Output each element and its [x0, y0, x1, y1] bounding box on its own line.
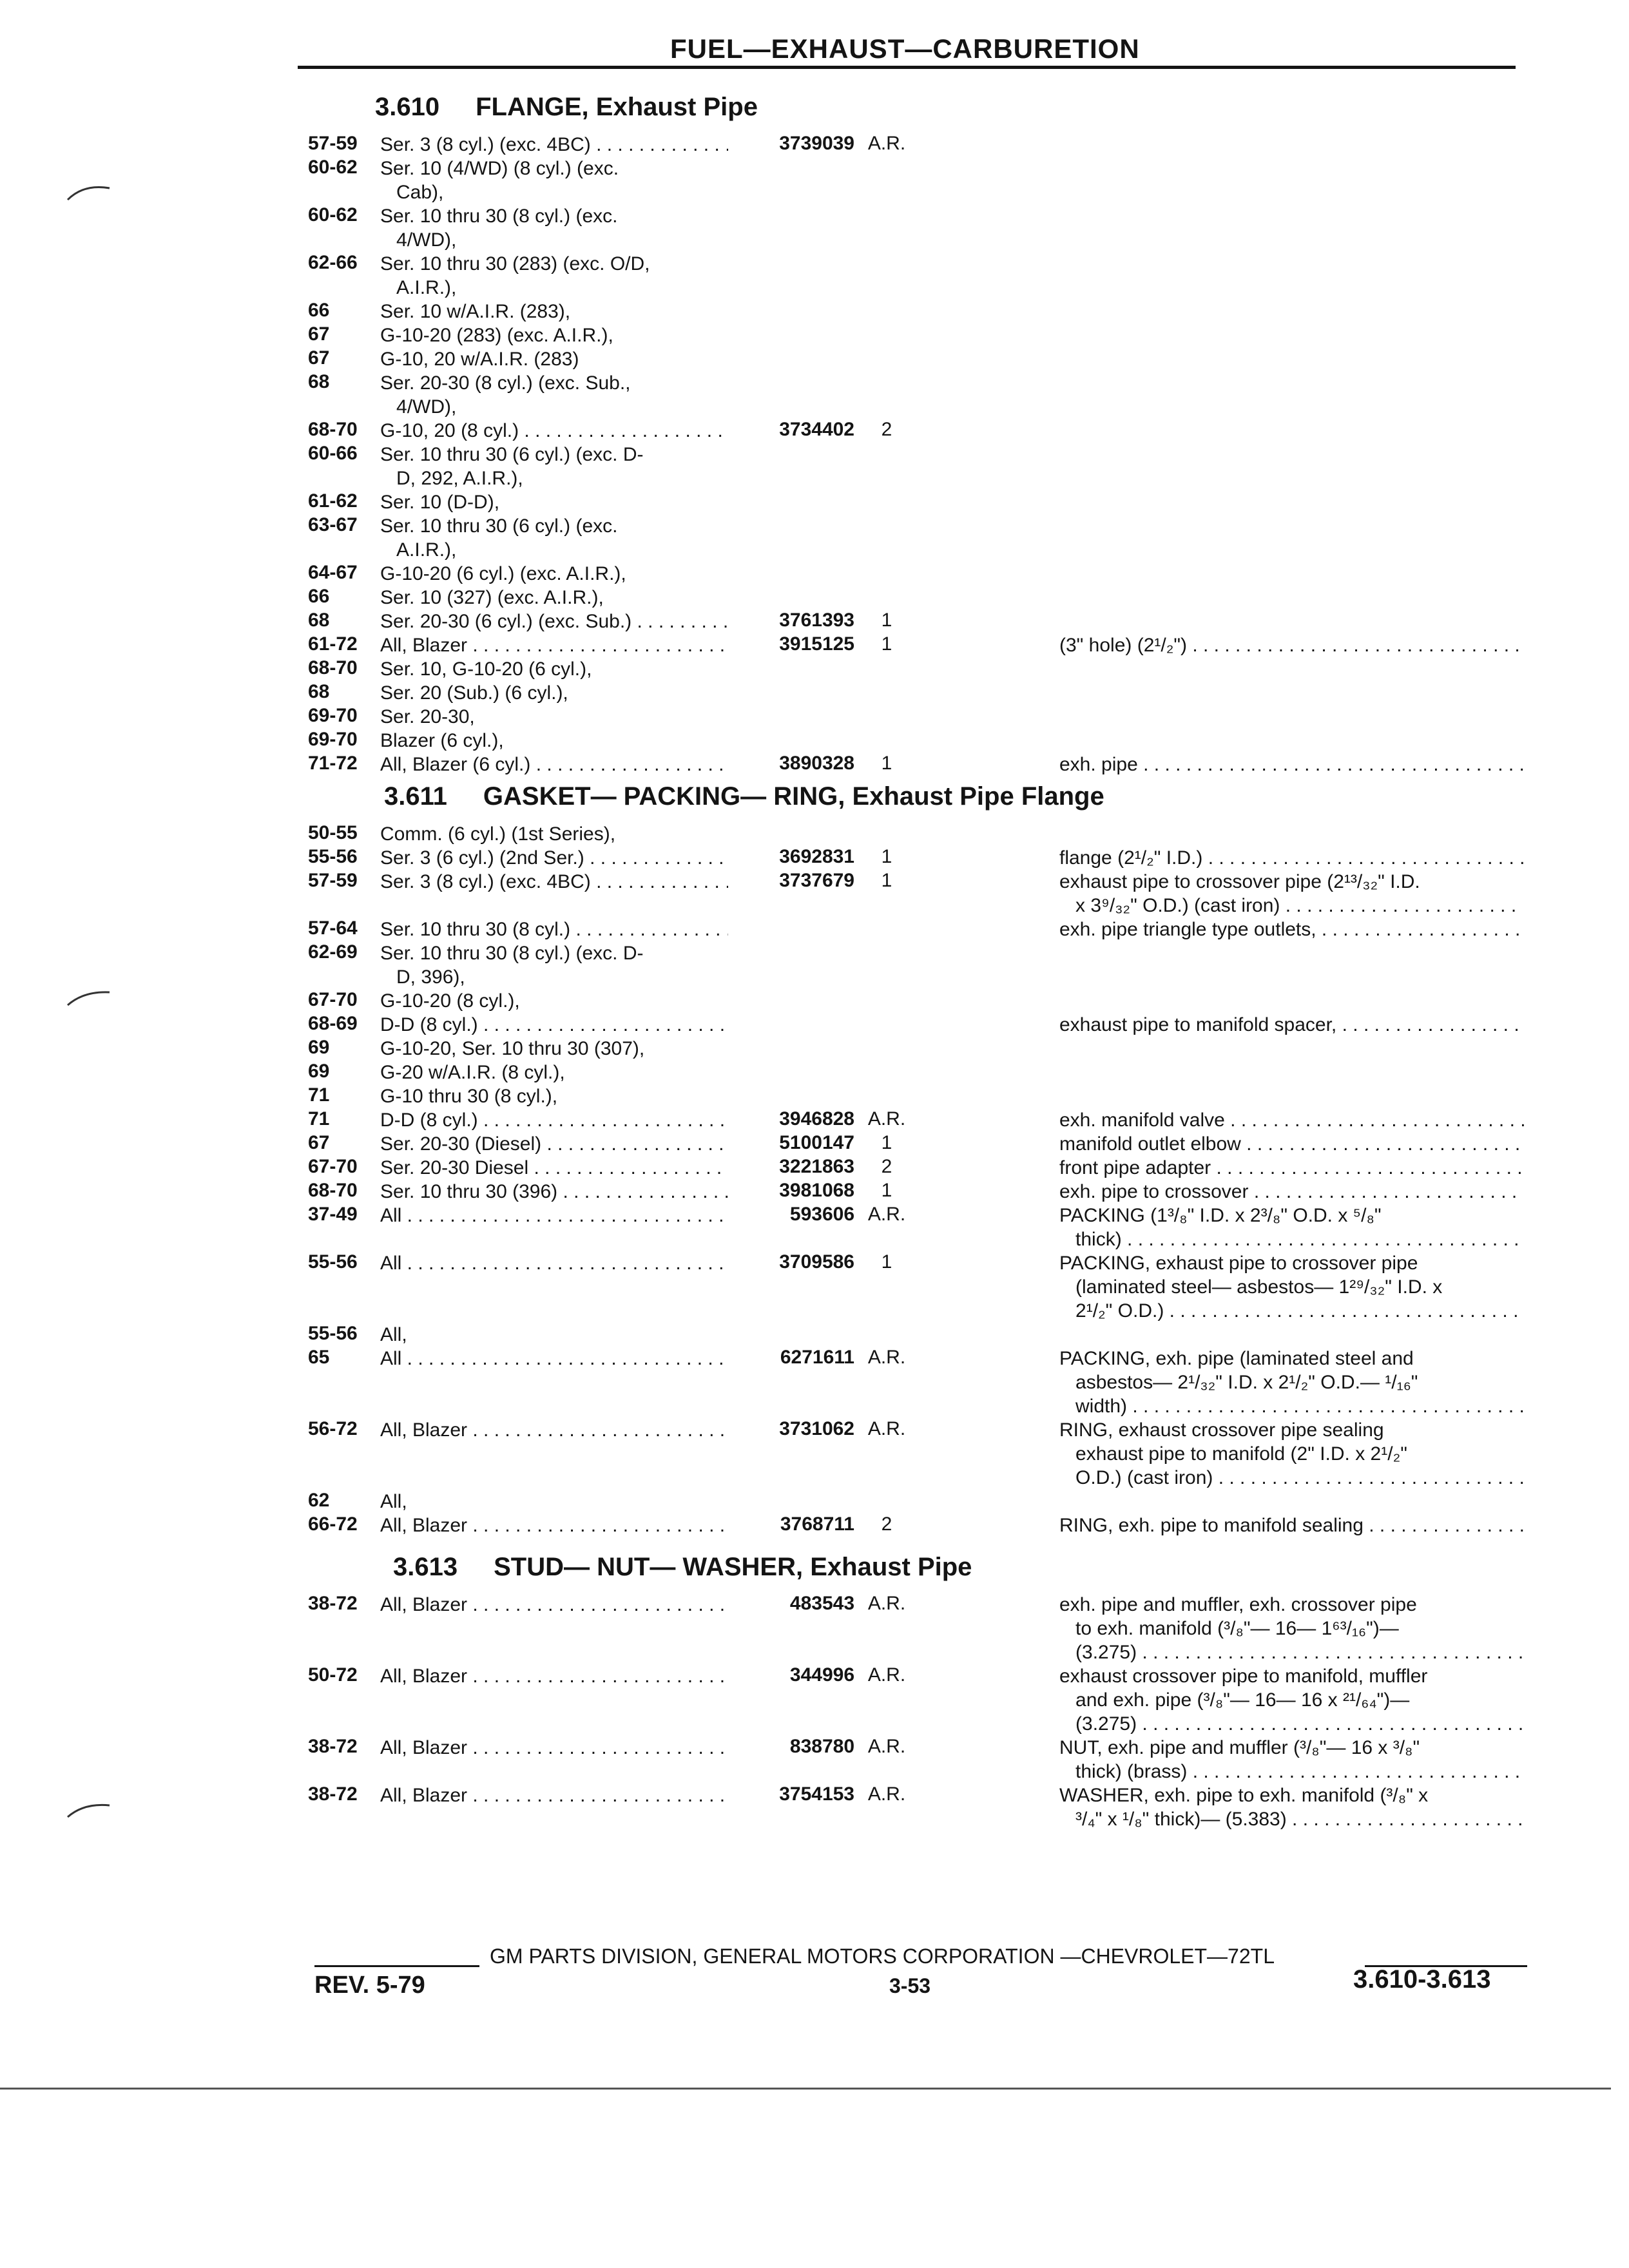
table-row [0, 371, 1629, 419]
part-number: 3692831 [779, 846, 854, 867]
application: Blazer (6 cyl.), [380, 730, 504, 751]
quantity: 1 [881, 1180, 892, 1201]
application: Ser. 20-30 (6 cyl.) (exc. Sub.) . . . [380, 610, 728, 633]
model-years: 50-72 [308, 1664, 358, 1686]
table-row [0, 514, 1629, 562]
part-number: 3761393 [779, 610, 854, 631]
description-cell [1059, 918, 1526, 941]
description: exh. pipe and muffler, exh. crossover pipe to exh. manifold (³/₈"— 16— 1⁶³/₁₆")— (3.275) . . . [1059, 1594, 1526, 1664]
application: All, Blazer . . . [380, 1664, 728, 1688]
application: Ser. 20 (Sub.) (6 cyl.), [380, 682, 568, 704]
quantity: A.R. [867, 1783, 906, 1805]
description-cell [1059, 870, 1526, 918]
quantity: A.R. [867, 133, 906, 154]
application: Ser. 20-30 (8 cyl.) (exc. Sub., 4/WD), [380, 372, 631, 418]
table-row [0, 1490, 1629, 1514]
table-row [0, 133, 1629, 157]
table-row [0, 1084, 1629, 1108]
table-row [0, 562, 1629, 586]
description-cell [1059, 1251, 1526, 1323]
description: PACKING, exh. pipe (laminated steel and asbestos— 2¹/₃₂" I.D. x 2¹/₂" O.D.— ¹/₁₆" width) . . . [1059, 1348, 1526, 1418]
application: G-10-20 (8 cyl.), [380, 990, 520, 1012]
model-years: 69 [308, 1037, 330, 1058]
application: All, Blazer . . . [380, 1783, 728, 1807]
table-row [0, 1156, 1629, 1180]
model-years: 68 [308, 371, 330, 392]
table-row [0, 419, 1629, 443]
revision-label: REV. 5-79 [314, 1972, 425, 1999]
table-row [0, 705, 1629, 729]
application: Ser. 10 thru 30 (396) . . . [380, 1180, 728, 1204]
description: RING, exh. pipe to manifold sealing . . . [1059, 1515, 1526, 1537]
application: Ser. 20-30 Diesel . . . [380, 1156, 728, 1180]
table-row [0, 1783, 1629, 1831]
application: Ser. 20-30 (Diesel) . . . [380, 1132, 728, 1156]
table-row [0, 918, 1629, 941]
part-number: 3946828 [779, 1108, 854, 1129]
scan-mark-1 [64, 180, 116, 206]
model-years: 68 [308, 681, 330, 702]
part-number: 3731062 [779, 1418, 854, 1439]
table-row [0, 870, 1629, 918]
model-years: 38-72 [308, 1783, 358, 1805]
quantity: 2 [881, 1514, 892, 1535]
model-years: 60-62 [308, 204, 358, 226]
quantity: A.R. [867, 1736, 906, 1757]
model-years: 61-62 [308, 490, 358, 512]
description-cell [1059, 1736, 1526, 1783]
application: G-10, 20 (8 cyl.) . . . [380, 419, 728, 443]
application: Ser. 3 (8 cyl.) (exc. 4BC) . . . [380, 870, 728, 894]
footer-rule-left [314, 1965, 479, 1967]
description-cell [1059, 1108, 1526, 1132]
application: All, Blazer . . . [380, 1593, 728, 1617]
table-row [0, 1204, 1629, 1251]
quantity: 2 [881, 419, 892, 440]
model-years: 68-70 [308, 1180, 358, 1201]
table-row [0, 204, 1629, 252]
part-number: 3221863 [779, 1156, 854, 1177]
description: exh. manifold valve . . . [1059, 1110, 1526, 1132]
application: Ser. 20-30, [380, 706, 475, 727]
description-cell [1059, 1156, 1526, 1180]
table-row [0, 1736, 1629, 1783]
description: NUT, exh. pipe and muffler (³/₈"— 16 x ³/₈" thick) (brass) . . . [1059, 1737, 1526, 1783]
part-number: 344996 [789, 1664, 854, 1686]
quantity: A.R. [867, 1418, 906, 1439]
application: All, Blazer . . . [380, 1736, 728, 1760]
model-years: 38-72 [308, 1736, 358, 1757]
application: D-D (8 cyl.) . . . [380, 1013, 728, 1037]
description: PACKING, exhaust pipe to crossover pipe (laminated steel— asbestos— 1²⁹/₃₂" I.D. x 2¹/₂" O.D.) . . . [1059, 1253, 1524, 1323]
scan-mark-2 [64, 986, 116, 1012]
section-number: 3.611 [384, 782, 447, 811]
model-years: 67 [308, 1132, 330, 1153]
description: front pipe adapter . . . [1059, 1157, 1526, 1180]
quantity: 1 [881, 610, 892, 631]
description-cell [1059, 846, 1526, 870]
model-years: 68 [308, 610, 330, 631]
table-row [0, 1132, 1629, 1156]
table-row [0, 1180, 1629, 1204]
model-years: 50-55 [308, 822, 358, 843]
section-heading [393, 1553, 972, 1582]
description-cell [1059, 1013, 1526, 1037]
model-years: 71-72 [308, 753, 358, 774]
page-title: FUEL—EXHAUST—CARBURETION [670, 34, 1140, 64]
description-cell [1059, 1783, 1526, 1831]
scan-mark-3 [64, 1798, 116, 1823]
application: Ser. 10 (D-D), [380, 492, 500, 513]
table-row [0, 1251, 1629, 1323]
model-years: 37-49 [308, 1204, 358, 1225]
table-row [0, 300, 1629, 323]
application: All . . . [380, 1347, 728, 1370]
quantity: A.R. [867, 1593, 906, 1614]
application: All, Blazer . . . [380, 1514, 728, 1537]
model-years: 62 [308, 1490, 330, 1511]
section-range: 3.610-3.613 [1353, 1965, 1491, 1994]
table-row [0, 657, 1629, 681]
application: All, [380, 1324, 407, 1345]
quantity: A.R. [867, 1204, 906, 1225]
part-number: 483543 [789, 1593, 854, 1614]
description: exhaust pipe to crossover pipe (2¹³/₃₂" I.D. x 3⁹/₃₂" O.D.) (cast iron) . . . [1059, 871, 1522, 918]
description-cell [1059, 1514, 1526, 1537]
description: exhaust crossover pipe to manifold, muffler and exh. pipe (³/₈"— 16— 16 x ²¹/₆₄")— (3.275) . . . [1059, 1666, 1526, 1736]
model-years: 71 [308, 1084, 330, 1106]
model-years: 57-59 [308, 870, 358, 891]
table-row [0, 610, 1629, 633]
application: All, Blazer . . . [380, 1418, 728, 1442]
model-years: 55-56 [308, 846, 358, 867]
part-number: 3734402 [779, 419, 854, 440]
application: Ser. 10 thru 30 (283) (exc. O/D, A.I.R.), [380, 253, 650, 298]
application: All . . . [380, 1251, 728, 1275]
quantity: 1 [881, 1251, 892, 1273]
part-number: 3709586 [779, 1251, 854, 1273]
section-number: 3.613 [393, 1553, 458, 1581]
model-years: 60-62 [308, 157, 358, 178]
application: Ser. 10 thru 30 (8 cyl.) (exc. D- D, 396), [380, 943, 644, 988]
model-years: 69-70 [308, 705, 358, 726]
part-number: 3915125 [779, 633, 854, 655]
model-years: 63-67 [308, 514, 358, 535]
application: Comm. (6 cyl.) (1st Series), [380, 823, 616, 845]
model-years: 66 [308, 586, 330, 607]
description-cell [1059, 1132, 1526, 1156]
table-row [0, 1514, 1629, 1537]
table-row [0, 1323, 1629, 1347]
model-years: 69 [308, 1061, 330, 1082]
application: Ser. 10 w/A.I.R. (283), [380, 301, 571, 322]
model-years: 66 [308, 300, 330, 321]
table-row [0, 941, 1629, 989]
description: WASHER, exh. pipe to exh. manifold (³/₈" x ³/₄" x ¹/₈" thick)— (5.383) . . . [1059, 1785, 1526, 1831]
section-number: 3.610 [375, 93, 440, 121]
footer-publisher: GM PARTS DIVISION, GENERAL MOTORS CORPORATION —CHEVROLET—72TL [490, 1945, 1275, 1968]
application: Ser. 10 (327) (exc. A.I.R.), [380, 587, 604, 608]
application: Ser. 3 (8 cyl.) (exc. 4BC) . . . [380, 133, 728, 157]
model-years: 57-64 [308, 918, 358, 939]
section-title: STUD— NUT— WASHER, Exhaust Pipe [494, 1553, 972, 1581]
part-number: 3754153 [779, 1783, 854, 1805]
description: flange (2¹/₂" I.D.) . . . [1059, 847, 1526, 870]
bottom-scan-line [0, 2088, 1611, 2090]
quantity: A.R. [867, 1347, 906, 1368]
model-years: 67-70 [308, 1156, 358, 1177]
model-years: 57-59 [308, 133, 358, 154]
table-row [0, 323, 1629, 347]
application: Ser. 10 (4/WD) (8 cyl.) (exc. Cab), [380, 158, 619, 203]
table-row [0, 1593, 1629, 1664]
application: G-10, 20 w/A.I.R. (283) [380, 349, 579, 370]
model-years: 67 [308, 347, 330, 369]
application: G-10-20 (283) (exc. A.I.R.), [380, 325, 613, 346]
model-years: 68-70 [308, 657, 358, 678]
table-row [0, 729, 1629, 753]
model-years: 55-56 [308, 1251, 358, 1273]
application: All . . . [380, 1204, 728, 1227]
model-years: 60-66 [308, 443, 358, 464]
model-years: 64-67 [308, 562, 358, 583]
table-row [0, 989, 1629, 1013]
table-row [0, 157, 1629, 204]
application: Ser. 3 (6 cyl.) (2nd Ser.) . . . [380, 846, 728, 870]
description: manifold outlet elbow . . . [1059, 1133, 1526, 1156]
model-years: 68-69 [308, 1013, 358, 1034]
part-number: 3981068 [779, 1180, 854, 1201]
model-years: 62-66 [308, 252, 358, 273]
description: RING, exhaust crossover pipe sealing exhaust pipe to manifold (2" I.D. x 2¹/₂" O.D.) (cast iron) . . . [1059, 1419, 1526, 1490]
description-cell [1059, 1593, 1526, 1664]
table-row [0, 753, 1629, 776]
model-years: 71 [308, 1108, 330, 1129]
model-years: 67 [308, 323, 330, 345]
part-number: 593606 [789, 1204, 854, 1225]
application: G-10-20, Ser. 10 thru 30 (307), [380, 1038, 645, 1059]
quantity: 1 [881, 1132, 892, 1153]
application: All, Blazer (6 cyl.) . . . [380, 753, 728, 776]
section-heading [375, 93, 758, 122]
section-heading [384, 782, 1104, 811]
table-row [0, 443, 1629, 490]
application: All, Blazer . . . [380, 633, 728, 657]
description-cell [1059, 753, 1526, 776]
description-cell [1059, 1180, 1526, 1204]
table-row [0, 252, 1629, 300]
table-row [0, 490, 1629, 514]
part-number: 3890328 [779, 753, 854, 774]
table-row [0, 1037, 1629, 1061]
table-row [0, 1108, 1629, 1132]
description: (3" hole) (2¹/₂") . . . [1059, 635, 1525, 657]
table-row [0, 1061, 1629, 1084]
quantity: 2 [881, 1156, 892, 1177]
table-row [0, 1664, 1629, 1736]
description-cell [1059, 1664, 1526, 1736]
table-row [0, 822, 1629, 846]
part-number: 6271611 [780, 1347, 854, 1368]
model-years: 67-70 [308, 989, 358, 1010]
table-row [0, 1418, 1629, 1490]
description: exh. pipe triangle type outlets, . . . [1059, 919, 1526, 941]
description: exh. pipe to crossover . . . [1059, 1181, 1523, 1204]
description: PACKING (1³/₈" I.D. x 2³/₈" O.D. x ⁵/₈" thick) . . . [1059, 1205, 1525, 1251]
description-cell [1059, 1418, 1526, 1490]
application: Ser. 10 thru 30 (8 cyl.) (exc. 4/WD), [380, 206, 618, 251]
part-number: 838780 [789, 1736, 854, 1757]
quantity: 1 [881, 633, 892, 655]
description-cell [1059, 1347, 1526, 1418]
model-years: 62-69 [308, 941, 358, 963]
model-years: 56-72 [308, 1418, 358, 1439]
table-row [0, 681, 1629, 705]
description: exhaust pipe to manifold spacer, . . . [1059, 1014, 1525, 1037]
part-number: 3739039 [779, 133, 854, 154]
quantity: 1 [881, 753, 892, 774]
table-row [0, 633, 1629, 657]
table-row [0, 1013, 1629, 1037]
application: G-10-20 (6 cyl.) (exc. A.I.R.), [380, 563, 626, 584]
model-years: 68-70 [308, 419, 358, 440]
quantity: A.R. [867, 1108, 906, 1129]
model-years: 66-72 [308, 1514, 358, 1535]
quantity: 1 [881, 846, 892, 867]
section-title: FLANGE, Exhaust Pipe [476, 93, 758, 121]
model-years: 38-72 [308, 1593, 358, 1614]
header-rule [298, 66, 1516, 69]
application: D-D (8 cyl.) . . . [380, 1108, 728, 1132]
table-row [0, 846, 1629, 870]
application: Ser. 10 thru 30 (6 cyl.) (exc. D- D, 292, A.I.R.), [380, 444, 644, 489]
model-years: 69-70 [308, 729, 358, 750]
part-number: 5100147 [779, 1132, 854, 1153]
application: G-10 thru 30 (8 cyl.), [380, 1086, 558, 1107]
part-number: 3737679 [779, 870, 854, 891]
application: Ser. 10, G-10-20 (6 cyl.), [380, 658, 592, 680]
part-number: 3768711 [780, 1514, 854, 1535]
table-row [0, 347, 1629, 371]
description-cell [1059, 633, 1526, 657]
description: exh. pipe . . . [1059, 754, 1526, 776]
page-number: 3-53 [889, 1974, 931, 1997]
quantity: A.R. [867, 1664, 906, 1686]
section-title: GASKET— PACKING— RING, Exhaust Pipe Flange [483, 782, 1104, 811]
quantity: 1 [881, 870, 892, 891]
description-cell [1059, 1204, 1526, 1251]
table-row [0, 1347, 1629, 1418]
application: Ser. 10 thru 30 (6 cyl.) (exc. A.I.R.), [380, 515, 618, 561]
table-row [0, 586, 1629, 610]
model-years: 55-56 [308, 1323, 358, 1344]
application: All, [380, 1491, 407, 1512]
application: G-20 w/A.I.R. (8 cyl.), [380, 1062, 565, 1083]
model-years: 61-72 [308, 633, 358, 655]
application: Ser. 10 thru 30 (8 cyl.) . . . [380, 918, 728, 941]
model-years: 65 [308, 1347, 330, 1368]
